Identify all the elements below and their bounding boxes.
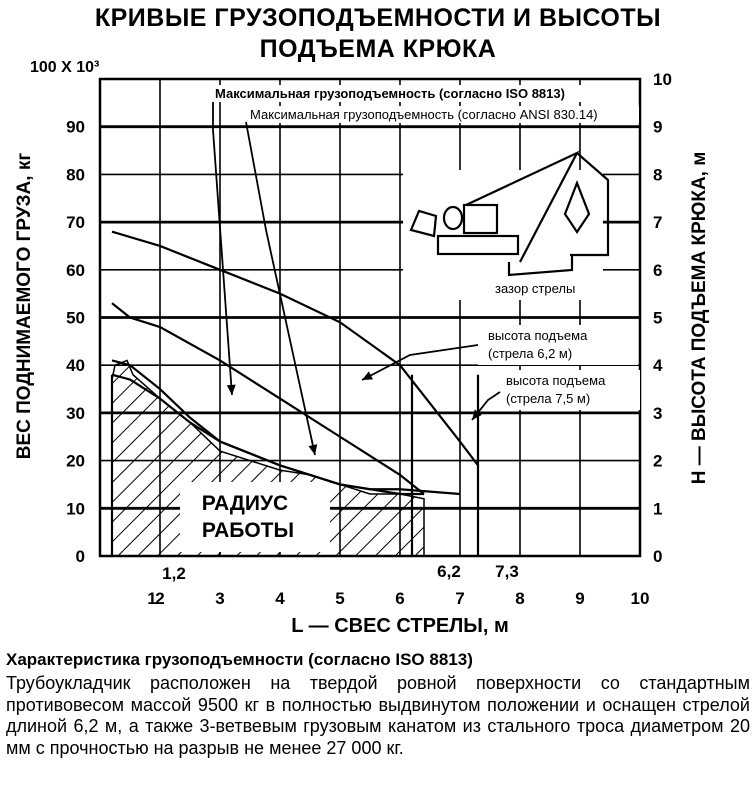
- working-radius-label-2: РАБОТЫ: [201, 519, 295, 542]
- y-tick-label-left: 10: [66, 499, 85, 519]
- y-tick-label-right: 6: [653, 260, 663, 280]
- x-tick-label: 6: [395, 589, 405, 608]
- y-tick-label-left: 90: [66, 117, 85, 137]
- chart-title-line2: ПОДЪЕМА КРЮКА: [259, 35, 497, 63]
- caption-title: Характеристика грузоподъемности (согласно ISO 8813): [6, 650, 473, 669]
- iso-annotation: Максимальная грузоподъемность (согласно ISO 8813): [215, 86, 565, 101]
- y-tick-label-right: 9: [653, 117, 663, 137]
- y-tick-label-right: 0: [653, 547, 663, 566]
- clearance-annotation: зазор стрелы: [495, 281, 576, 296]
- y-tick-label-left: 30: [66, 403, 85, 423]
- x-tick-label: 5: [335, 589, 345, 608]
- x-tick-label: 3: [215, 589, 225, 608]
- y-tick-label-right: 3: [653, 403, 663, 423]
- y-tick-label-right: 5: [653, 308, 663, 328]
- boom-marker-label: 6,2: [437, 562, 461, 581]
- y-tick-label-right: 10: [653, 70, 672, 89]
- x-axis-label: L — СВЕС СТРЕЛЫ, м: [291, 615, 509, 637]
- height62-annotation-line2: (стрела 6,2 м): [488, 346, 573, 361]
- x-tick-label: 8: [515, 589, 525, 608]
- y-tick-label-left: 0: [75, 547, 85, 566]
- y-tick-label-left: 50: [66, 308, 85, 328]
- chart-title-line1: КРИВЫЕ ГРУЗОПОДЪЕМНОСТИ И ВЫСОТЫ: [94, 4, 662, 32]
- x-tick-label: 1: [147, 589, 157, 608]
- boom-marker-label: 7,3: [495, 562, 519, 581]
- y-tick-label-left: 80: [66, 165, 85, 185]
- ansi-annotation: Максимальная грузоподъемность (согласно ANSI 830.14): [250, 107, 598, 122]
- height75-annotation-line1: высота подъема: [506, 373, 606, 388]
- leader-arrowhead: [227, 385, 236, 395]
- y-tick-label-right: 2: [653, 451, 663, 471]
- y-tick-label-right: 4: [653, 356, 663, 376]
- x-tick-label: 9: [575, 589, 585, 608]
- x-tick-label: 10: [630, 589, 650, 608]
- caption-body: Трубоукладчик расположен на твердой ровной поверхности со стандартным противовесом массой 9500 кг в полностью выдвинутом положении и оснащен стрелой длиной 6,2 м, а также 3-ветвевым грузовым канатом из стального троса диаметром 20 мм с прочностью на разрыв не менее 27 000 кг.: [6, 673, 750, 758]
- y-unit-label: 100 Х 10³: [30, 59, 100, 76]
- boom-marker-label: 1,2: [162, 564, 186, 583]
- left-axis-label: ВЕС ПОДНИМАЕМОГО ГРУЗА, кг: [14, 152, 35, 460]
- leader-arrowhead: [308, 444, 317, 455]
- y-tick-label-right: 8: [653, 165, 663, 185]
- height62-annotation-line1: высота подъема: [488, 328, 588, 343]
- y-tick-label-left: 60: [66, 260, 85, 280]
- height75-annotation-line2: (стрела 7,5 м): [506, 391, 591, 406]
- x-tick-label: 4: [275, 589, 285, 608]
- y-tick-label-left: 40: [66, 356, 85, 376]
- working-radius-label-1: РАДИУС: [201, 492, 289, 515]
- y-tick-label-right: 1: [653, 499, 663, 519]
- right-axis-label: H — ВЫСОТА ПОДЪЕМА КРЮКА, м: [689, 151, 710, 485]
- x-tick-label: 2: [155, 589, 165, 608]
- y-tick-label-left: 70: [66, 213, 85, 233]
- leader-line: [213, 102, 232, 395]
- x-tick-label: 7: [455, 589, 465, 608]
- y-tick-label-left: 20: [66, 451, 85, 471]
- y-tick-label-right: 7: [653, 213, 663, 233]
